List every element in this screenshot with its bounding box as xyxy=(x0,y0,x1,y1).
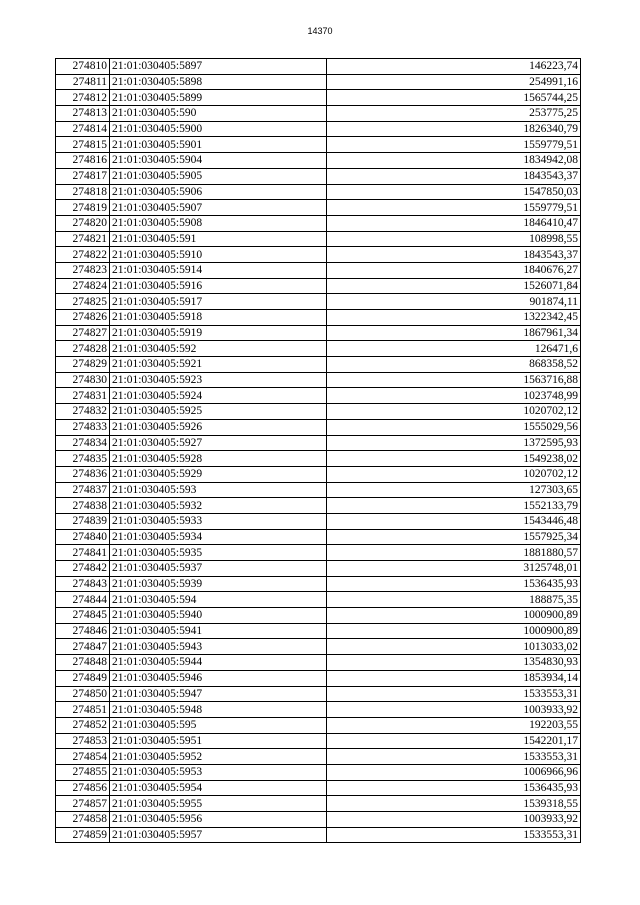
row-number-cell: 274811 xyxy=(56,74,110,90)
table-row xyxy=(56,561,581,577)
table-row xyxy=(56,482,581,498)
cadastral-number-cell: 21:01:030405:5899 xyxy=(110,90,327,106)
table-row xyxy=(56,545,581,561)
cadastral-value-cell: 127303,65 xyxy=(327,482,581,498)
cadastral-number-cell: 21:01:030405:593 xyxy=(110,482,327,498)
cadastral-number-cell: 21:01:030405:5919 xyxy=(110,325,327,341)
row-number-cell: 274840 xyxy=(56,529,110,545)
cadastral-number-cell: 21:01:030405:5900 xyxy=(110,121,327,137)
cadastral-number-cell: 21:01:030405:5917 xyxy=(110,294,327,310)
table-row xyxy=(56,435,581,451)
cadastral-number-cell: 21:01:030405:5923 xyxy=(110,372,327,388)
row-number-cell: 274814 xyxy=(56,121,110,137)
cadastral-value-cell: 1549238,02 xyxy=(327,451,581,467)
row-number-cell: 274849 xyxy=(56,670,110,686)
cadastral-number-cell: 21:01:030405:5944 xyxy=(110,655,327,671)
cadastral-value-cell: 1013033,02 xyxy=(327,639,581,655)
cadastral-value-cell: 1555029,56 xyxy=(327,419,581,435)
table-row xyxy=(56,106,581,122)
cadastral-number-cell: 21:01:030405:5925 xyxy=(110,404,327,420)
cadastral-number-cell: 21:01:030405:5897 xyxy=(110,59,327,75)
table-row xyxy=(56,341,581,357)
cadastral-number-cell: 21:01:030405:591 xyxy=(110,231,327,247)
table-row xyxy=(56,686,581,702)
row-number-cell: 274816 xyxy=(56,153,110,169)
row-number-cell: 274823 xyxy=(56,262,110,278)
cadastral-number-cell: 21:01:030405:5929 xyxy=(110,466,327,482)
table-row xyxy=(56,200,581,216)
cadastral-number-cell: 21:01:030405:5901 xyxy=(110,137,327,153)
table-row xyxy=(56,623,581,639)
row-number-cell: 274815 xyxy=(56,137,110,153)
table-row xyxy=(56,717,581,733)
cadastral-value-cell: 1000900,89 xyxy=(327,608,581,624)
table-row xyxy=(56,513,581,529)
cadastral-value-cell: 1559779,51 xyxy=(327,137,581,153)
cadastral-number-cell: 21:01:030405:5934 xyxy=(110,529,327,545)
cadastral-value-cell: 1539318,55 xyxy=(327,796,581,812)
row-number-cell: 274821 xyxy=(56,231,110,247)
table-row xyxy=(56,733,581,749)
cadastral-value-cell: 1023748,99 xyxy=(327,388,581,404)
cadastral-number-cell: 21:01:030405:595 xyxy=(110,717,327,733)
row-number-cell: 274831 xyxy=(56,388,110,404)
row-number-cell: 274857 xyxy=(56,796,110,812)
table-row xyxy=(56,388,581,404)
row-number-cell: 274829 xyxy=(56,357,110,373)
row-number-cell: 274833 xyxy=(56,419,110,435)
table-row xyxy=(56,608,581,624)
cadastral-number-cell: 21:01:030405:5921 xyxy=(110,357,327,373)
table-row xyxy=(56,764,581,780)
row-number-cell: 274819 xyxy=(56,200,110,216)
cadastral-value-cell: 1552133,79 xyxy=(327,498,581,514)
table-row xyxy=(56,419,581,435)
cadastral-number-cell: 21:01:030405:5943 xyxy=(110,639,327,655)
table-row xyxy=(56,310,581,326)
cadastral-value-cell: 1542201,17 xyxy=(327,733,581,749)
cadastral-value-cell: 1559779,51 xyxy=(327,200,581,216)
row-number-cell: 274845 xyxy=(56,608,110,624)
table-row xyxy=(56,215,581,231)
cadastral-value-cell: 1322342,45 xyxy=(327,310,581,326)
table-row xyxy=(56,466,581,482)
cadastral-value-cell: 1840676,27 xyxy=(327,262,581,278)
table-row xyxy=(56,278,581,294)
cadastral-value-cell: 1000900,89 xyxy=(327,623,581,639)
cadastral-number-cell: 21:01:030405:5926 xyxy=(110,419,327,435)
cadastral-value-cell: 901874,11 xyxy=(327,294,581,310)
cadastral-value-cell: 1547850,03 xyxy=(327,184,581,200)
table-row xyxy=(56,749,581,765)
cadastral-number-cell: 21:01:030405:5940 xyxy=(110,608,327,624)
cadastral-value-cell: 1020702,12 xyxy=(327,466,581,482)
table-row xyxy=(56,498,581,514)
row-number-cell: 274826 xyxy=(56,310,110,326)
cadastral-number-cell: 21:01:030405:5953 xyxy=(110,764,327,780)
table-row xyxy=(56,325,581,341)
row-number-cell: 274837 xyxy=(56,482,110,498)
cadastral-value-cell: 1536435,93 xyxy=(327,780,581,796)
cadastral-number-cell: 21:01:030405:5914 xyxy=(110,262,327,278)
table-row xyxy=(56,796,581,812)
cadastral-value-table xyxy=(55,58,581,843)
table-row xyxy=(56,262,581,278)
row-number-cell: 274852 xyxy=(56,717,110,733)
cadastral-number-cell: 21:01:030405:5939 xyxy=(110,576,327,592)
table-row xyxy=(56,231,581,247)
cadastral-value-cell: 108998,55 xyxy=(327,231,581,247)
table-row xyxy=(56,372,581,388)
row-number-cell: 274827 xyxy=(56,325,110,341)
table-row xyxy=(56,592,581,608)
cadastral-value-cell: 253775,25 xyxy=(327,106,581,122)
row-number-cell: 274828 xyxy=(56,341,110,357)
row-number-cell: 274835 xyxy=(56,451,110,467)
cadastral-value-cell: 3125748,01 xyxy=(327,561,581,577)
row-number-cell: 274834 xyxy=(56,435,110,451)
row-number-cell: 274818 xyxy=(56,184,110,200)
cadastral-number-cell: 21:01:030405:5947 xyxy=(110,686,327,702)
cadastral-number-cell: 21:01:030405:5956 xyxy=(110,812,327,828)
table-row xyxy=(56,137,581,153)
row-number-cell: 274846 xyxy=(56,623,110,639)
row-number-cell: 274830 xyxy=(56,372,110,388)
row-number-cell: 274810 xyxy=(56,59,110,75)
cadastral-number-cell: 21:01:030405:5951 xyxy=(110,733,327,749)
cadastral-value-cell: 1843543,37 xyxy=(327,168,581,184)
table-row xyxy=(56,404,581,420)
table-row xyxy=(56,247,581,263)
row-number-cell: 274813 xyxy=(56,106,110,122)
cadastral-value-cell: 1003933,92 xyxy=(327,812,581,828)
cadastral-value-cell: 1834942,08 xyxy=(327,153,581,169)
table-row xyxy=(56,639,581,655)
row-number-cell: 274855 xyxy=(56,764,110,780)
table-row xyxy=(56,451,581,467)
cadastral-value-cell: 1536435,93 xyxy=(327,576,581,592)
cadastral-value-cell: 1533553,31 xyxy=(327,749,581,765)
cadastral-number-cell: 21:01:030405:5941 xyxy=(110,623,327,639)
cadastral-value-cell: 1563716,88 xyxy=(327,372,581,388)
cadastral-number-cell: 21:01:030405:5954 xyxy=(110,780,327,796)
table-row xyxy=(56,74,581,90)
cadastral-value-cell: 1565744,25 xyxy=(327,90,581,106)
cadastral-number-cell: 21:01:030405:5932 xyxy=(110,498,327,514)
table-row xyxy=(56,168,581,184)
table-row xyxy=(56,670,581,686)
row-number-cell: 274836 xyxy=(56,466,110,482)
cadastral-value-cell: 1006966,96 xyxy=(327,764,581,780)
cadastral-number-cell: 21:01:030405:5957 xyxy=(110,827,327,843)
cadastral-number-cell: 21:01:030405:5955 xyxy=(110,796,327,812)
row-number-cell: 274850 xyxy=(56,686,110,702)
cadastral-number-cell: 21:01:030405:5918 xyxy=(110,310,327,326)
row-number-cell: 274858 xyxy=(56,812,110,828)
cadastral-number-cell: 21:01:030405:5898 xyxy=(110,74,327,90)
cadastral-value-cell: 192203,55 xyxy=(327,717,581,733)
row-number-cell: 274824 xyxy=(56,278,110,294)
cadastral-number-cell: 21:01:030405:5905 xyxy=(110,168,327,184)
cadastral-number-cell: 21:01:030405:5946 xyxy=(110,670,327,686)
table-row xyxy=(56,827,581,843)
cadastral-number-cell: 21:01:030405:5907 xyxy=(110,200,327,216)
cadastral-number-cell: 21:01:030405:5908 xyxy=(110,215,327,231)
cadastral-number-cell: 21:01:030405:590 xyxy=(110,106,327,122)
row-number-cell: 274853 xyxy=(56,733,110,749)
cadastral-number-cell: 21:01:030405:5928 xyxy=(110,451,327,467)
row-number-cell: 274838 xyxy=(56,498,110,514)
table-row xyxy=(56,780,581,796)
table-row xyxy=(56,121,581,137)
row-number-cell: 274842 xyxy=(56,561,110,577)
table-row xyxy=(56,90,581,106)
row-number-cell: 274851 xyxy=(56,702,110,718)
row-number-cell: 274843 xyxy=(56,576,110,592)
table-row xyxy=(56,529,581,545)
cadastral-value-cell: 1533553,31 xyxy=(327,686,581,702)
page-number: 14370 xyxy=(307,26,333,36)
table-row xyxy=(56,294,581,310)
table-row xyxy=(56,702,581,718)
cadastral-number-cell: 21:01:030405:5916 xyxy=(110,278,327,294)
cadastral-number-cell: 21:01:030405:594 xyxy=(110,592,327,608)
row-number-cell: 274859 xyxy=(56,827,110,843)
row-number-cell: 274854 xyxy=(56,749,110,765)
row-number-cell: 274839 xyxy=(56,513,110,529)
cadastral-value-cell: 1867961,34 xyxy=(327,325,581,341)
row-number-cell: 274822 xyxy=(56,247,110,263)
row-number-cell: 274856 xyxy=(56,780,110,796)
cadastral-value-cell: 1354830,93 xyxy=(327,655,581,671)
table-row xyxy=(56,184,581,200)
cadastral-number-cell: 21:01:030405:5904 xyxy=(110,153,327,169)
cadastral-number-cell: 21:01:030405:5952 xyxy=(110,749,327,765)
cadastral-value-cell: 1533553,31 xyxy=(327,827,581,843)
row-number-cell: 274820 xyxy=(56,215,110,231)
cadastral-value-cell: 146223,74 xyxy=(327,59,581,75)
cadastral-value-cell: 1853934,14 xyxy=(327,670,581,686)
cadastral-number-cell: 21:01:030405:5906 xyxy=(110,184,327,200)
cadastral-value-cell: 1543446,48 xyxy=(327,513,581,529)
table-body xyxy=(56,59,581,843)
cadastral-value-cell: 188875,35 xyxy=(327,592,581,608)
table-row xyxy=(56,153,581,169)
row-number-cell: 274844 xyxy=(56,592,110,608)
row-number-cell: 274817 xyxy=(56,168,110,184)
cadastral-value-cell: 1557925,34 xyxy=(327,529,581,545)
cadastral-value-cell: 1843543,37 xyxy=(327,247,581,263)
cadastral-number-cell: 21:01:030405:5927 xyxy=(110,435,327,451)
cadastral-number-cell: 21:01:030405:5910 xyxy=(110,247,327,263)
cadastral-number-cell: 21:01:030405:5935 xyxy=(110,545,327,561)
cadastral-value-cell: 1526071,84 xyxy=(327,278,581,294)
row-number-cell: 274841 xyxy=(56,545,110,561)
table-row xyxy=(56,812,581,828)
row-number-cell: 274848 xyxy=(56,655,110,671)
cadastral-value-cell: 1003933,92 xyxy=(327,702,581,718)
cadastral-value-cell: 1826340,79 xyxy=(327,121,581,137)
cadastral-value-cell: 1881880,57 xyxy=(327,545,581,561)
cadastral-number-cell: 21:01:030405:5924 xyxy=(110,388,327,404)
row-number-cell: 274847 xyxy=(56,639,110,655)
row-number-cell: 274825 xyxy=(56,294,110,310)
cadastral-value-cell: 1846410,47 xyxy=(327,215,581,231)
cadastral-number-cell: 21:01:030405:592 xyxy=(110,341,327,357)
table-row xyxy=(56,357,581,373)
row-number-cell: 274812 xyxy=(56,90,110,106)
cadastral-value-cell: 868358,52 xyxy=(327,357,581,373)
cadastral-number-cell: 21:01:030405:5937 xyxy=(110,561,327,577)
row-number-cell: 274832 xyxy=(56,404,110,420)
table-row xyxy=(56,655,581,671)
table-row xyxy=(56,59,581,75)
cadastral-value-cell: 254991,16 xyxy=(327,74,581,90)
cadastral-value-cell: 126471,6 xyxy=(327,341,581,357)
table-row xyxy=(56,576,581,592)
cadastral-value-cell: 1372595,93 xyxy=(327,435,581,451)
cadastral-number-cell: 21:01:030405:5948 xyxy=(110,702,327,718)
cadastral-value-cell: 1020702,12 xyxy=(327,404,581,420)
cadastral-number-cell: 21:01:030405:5933 xyxy=(110,513,327,529)
